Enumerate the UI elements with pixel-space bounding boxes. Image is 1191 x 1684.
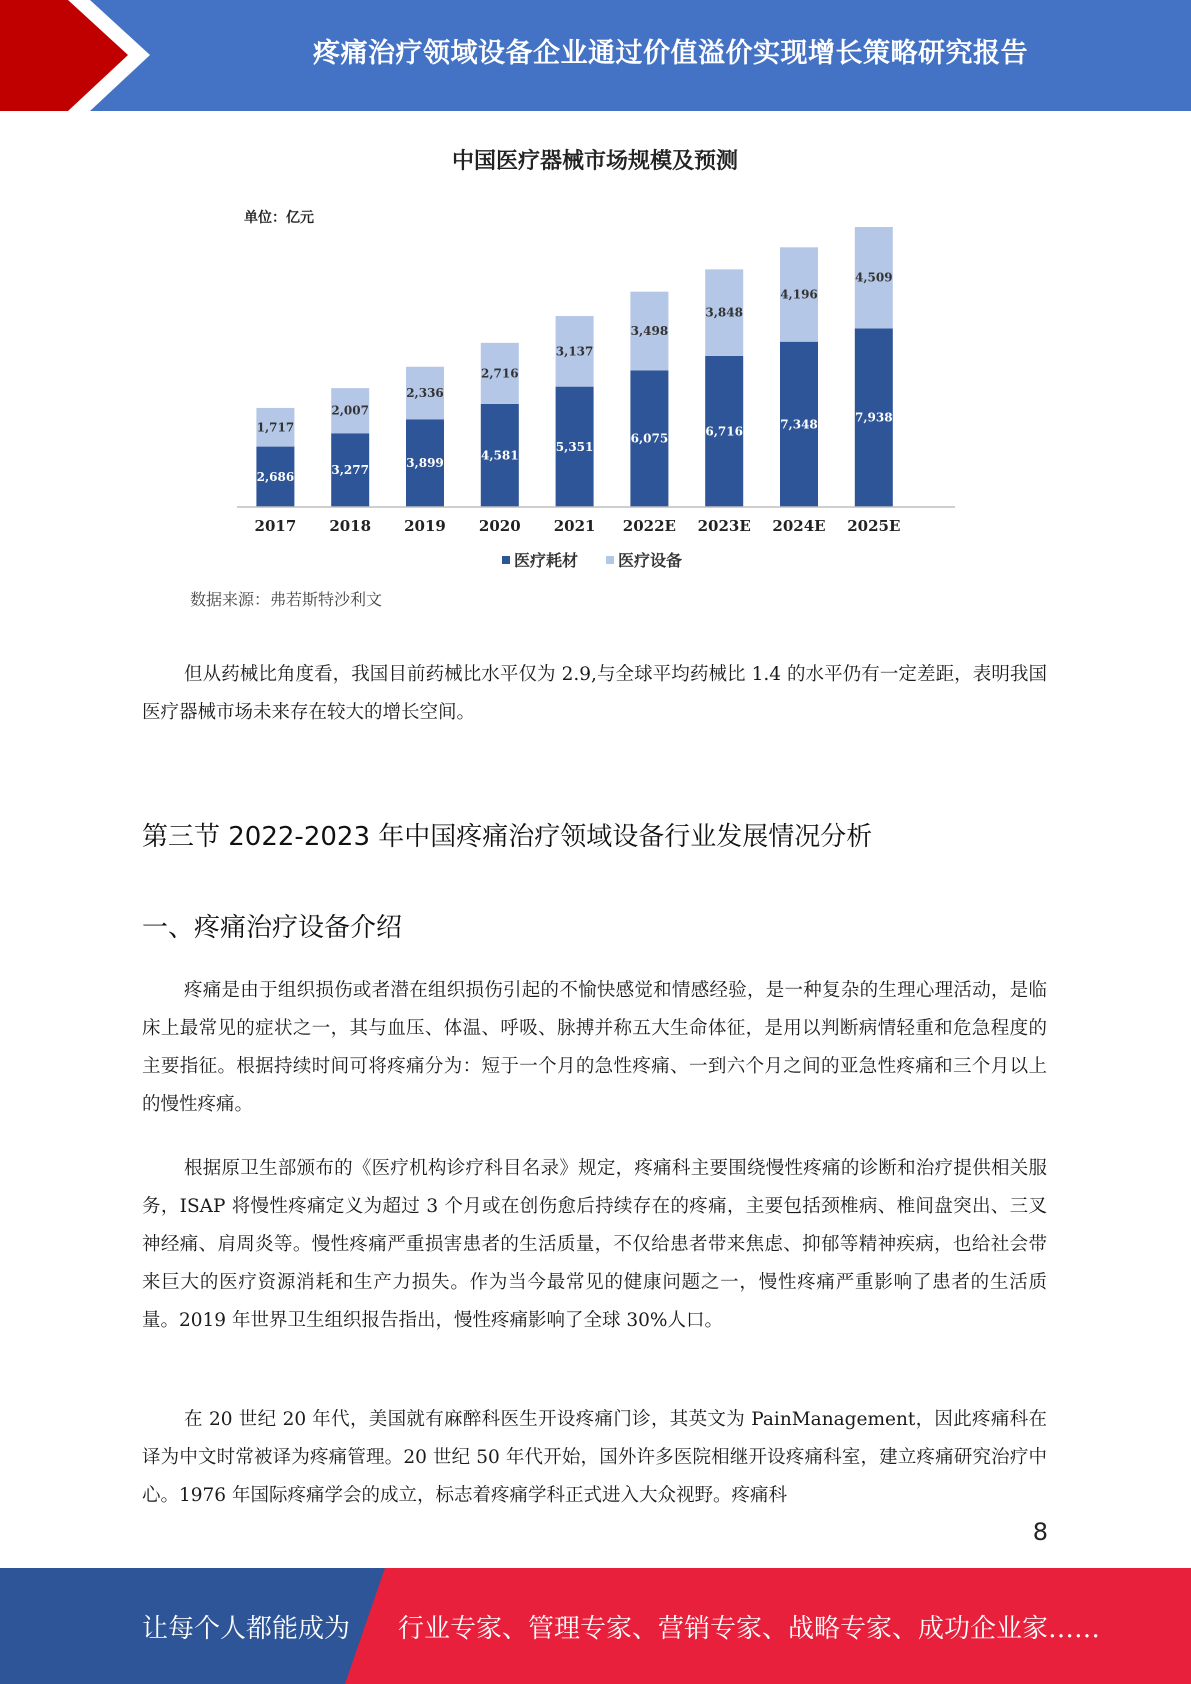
bar-value-label: 3,277 [331,463,369,478]
legend-item-equipment: 医疗设备 [618,551,683,570]
market-size-chart [180,135,980,620]
bar-value-label: 2,716 [481,366,519,381]
page-number: 8 [1032,1518,1048,1546]
bar-value-label: 7,938 [855,410,893,425]
x-tick-label: 2018 [329,517,372,535]
bar-value-label: 6,075 [630,431,669,446]
x-tick-label: 2021 [553,517,596,535]
chart-svg [180,135,980,620]
bar-value-label: 7,348 [780,417,818,432]
bar-value-label: 4,581 [481,448,519,463]
section-heading: 第三节 2022-2023 年中国疼痛治疗领域设备行业发展情况分析 [142,822,873,852]
bar-value-label: 5,351 [555,439,594,454]
page-header [0,0,1191,111]
bar-value-label: 4,509 [855,270,893,285]
x-axis-ticks [255,517,901,535]
x-tick-label: 2017 [254,517,297,535]
paragraph-drug-device-ratio: 但从药械比角度看，我国目前药械比水平仅为 2.9,与全球平均药械比 1.4 的水平仍有一定差距，表明我国医疗器械市场未来存在较大的增长空间。 [142,664,1047,723]
bar-value-label: 2,686 [256,469,295,484]
header-chevron-decoration [0,0,160,111]
chart-unit-label: 单位：亿元 [244,210,314,226]
bar-value-label: 1,717 [256,420,295,435]
bar-value-label: 2,007 [331,403,369,418]
chart-bars [256,227,892,507]
bar-value-label: 3,848 [705,305,743,320]
bar-value-label: 3,899 [406,456,444,471]
paragraph-pain-history: 在 20 世纪 20 年代，美国就有麻醉科医生开设疼痛门诊，其英文为 PainManagement，因此疼痛科在译为中文时常被译为疼痛管理。20 世纪 50 年代开始，国外许多医院相继开设疼痛科室，建立疼痛研究治疗中心。1976 年国际疼痛学会的成立，标志着疼痛学科正式进入大众视野。疼痛科 [142,1409,1047,1506]
report-title: 疼痛治疗领域设备企业通过价值溢价实现增长策略研究报告 [313,37,1028,69]
paragraph-pain-definition: 疼痛是由于组织损伤或者潜在组织损伤引起的不愉快感觉和情感经验，是一种复杂的生理心理活动，是临床上最常见的症状之一，其与血压、体温、呼吸、脉搏并称五大生命体征，是用以判断病情轻重和危急程度的主要指征。根据持续时间可将疼痛分为：短于一个月的急性疼痛、一到六个月之间的亚急性疼痛和三个月以上的慢性疼痛。 [142,980,1047,1115]
x-tick-label: 2022E [622,517,676,535]
bar-value-label: 2,336 [406,386,444,401]
footer-slogan-right: 行业专家、管理专家、营销专家、战略专家、成功企业家…… [398,1613,1101,1644]
bar-value-label: 4,196 [780,287,818,302]
bar-value-label: 6,716 [705,424,743,439]
legend-item-consumables: 医疗耗材 [514,551,579,570]
x-tick-label: 2020 [478,517,521,535]
chart-title: 中国医疗器械市场规模及预测 [451,148,739,174]
bar-value-label: 3,498 [630,323,669,338]
paragraph-chronic-pain: 根据原卫生部颁布的《医疗机构诊疗科目名录》规定，疼痛科主要围绕慢性疼痛的诊断和治疗提供相关服务，ISAP 将慢性疼痛定义为超过 3 个月或在创伤愈后持续存在的疼痛，主要包括颈椎病、椎间盘突出、三叉神经痛、肩周炎等。慢性疼痛严重损害患者的生活质量，不仅给患者带来焦虑、抑郁等精神疾病，也给社会带来巨大的医疗资源消耗和生产力损失。作为当今最常见的健康问题之一，慢性疼痛严重影响了患者的生活质量。2019 年世界卫生组织报告指出，慢性疼痛影响了全球 30%人口。 [142,1158,1047,1331]
chart-source: 数据来源：弗若斯特沙利文 [190,590,383,609]
x-tick-label: 2024E [772,517,826,535]
bar-value-label: 3,137 [555,344,594,359]
x-tick-label: 2025E [847,517,901,535]
x-tick-label: 2023E [697,517,751,535]
chart-legend [502,551,682,570]
footer-slogan-left: 让每个人都能成为 [142,1613,351,1644]
subsection-heading: 一、疼痛治疗设备介绍 [142,913,403,943]
legend-swatch-consumables [502,556,510,564]
legend-swatch-equipment [606,556,614,564]
x-tick-label: 2019 [404,517,446,535]
page-footer [0,1568,1191,1684]
